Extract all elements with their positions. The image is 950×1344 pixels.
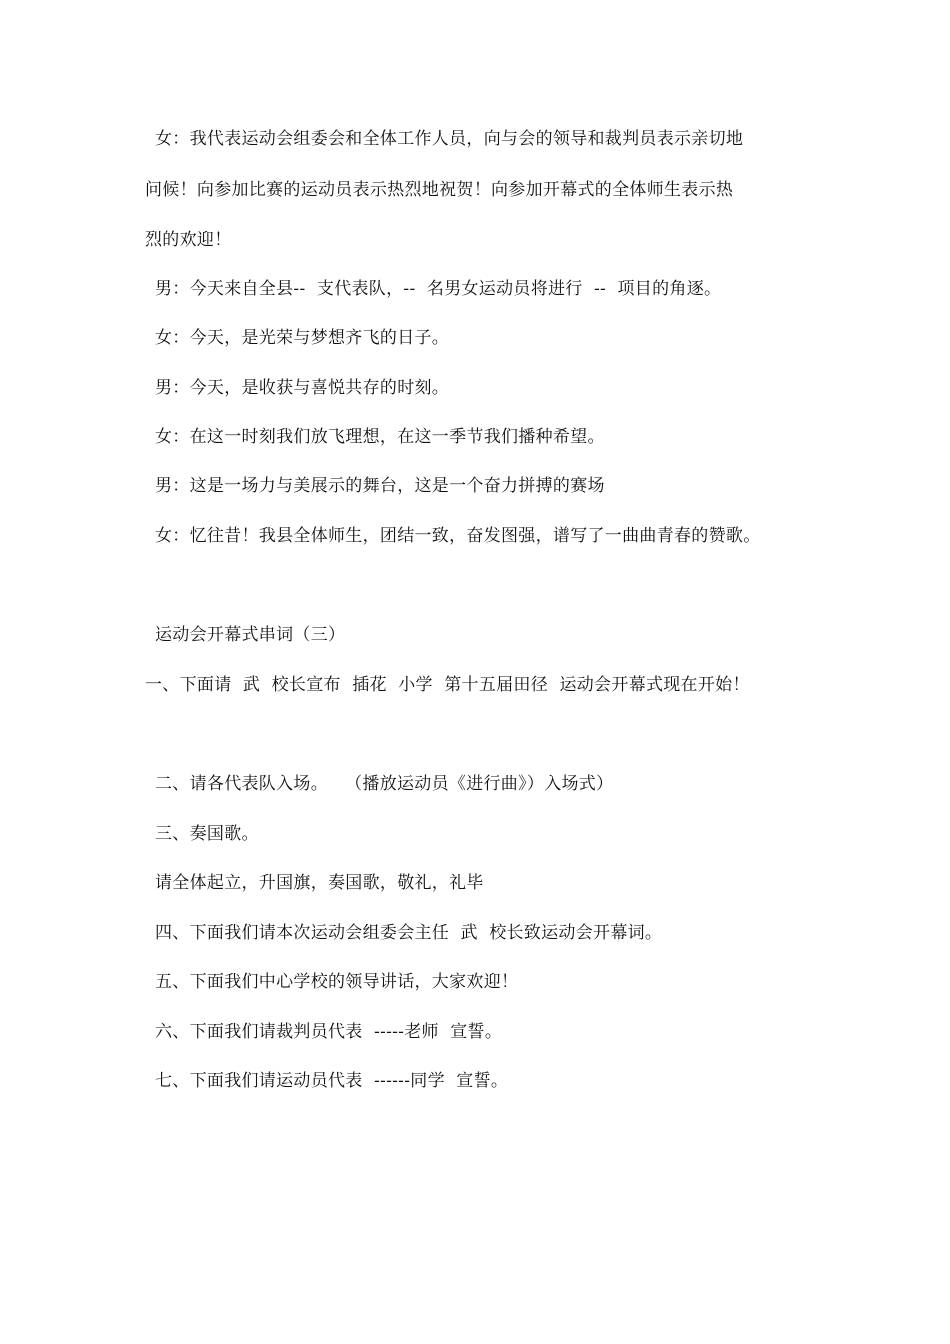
program-item: 一、下面请 武 校长宣布 插花 小学 第十五届田径 运动会开幕式现在开始！ <box>145 675 750 695</box>
program-item: 请全体起立，升国旗，奏国歌，敬礼，礼毕 <box>155 873 484 893</box>
dialogue-line: 女：我代表运动会组委会和全体工作人员，向与会的领导和裁判员表示亲切地 <box>155 129 744 149</box>
dialogue-line: 烈的欢迎！ <box>145 230 232 250</box>
dialogue-line: 女：在这一时刻我们放飞理想，在这一季节我们播种希望。 <box>155 427 605 447</box>
dialogue-line: 女：今天，是光荣与梦想齐飞的日子。 <box>155 328 450 348</box>
program-item: 六、下面我们请裁判员代表 -----老师 宣誓。 <box>155 1022 503 1042</box>
program-item: 五、下面我们中心学校的领导讲话，大家欢迎！ <box>155 972 519 992</box>
dialogue-line: 女：忆往昔！我县全体师生，团结一致，奋发图强，谱写了一曲曲青春的赞歌。 <box>155 526 761 546</box>
dialogue-line: 男：这是一场力与美展示的舞台，这是一个奋力拼搏的赛场 <box>155 476 605 496</box>
program-item: 二、请各代表队入场。 （播放运动员《进行曲》）入场式） <box>155 774 614 794</box>
section-title: 运动会开幕式串词（三） <box>155 625 346 645</box>
dialogue-line: 男：今天来自全县-- 支代表队，-- 名男女运动员将进行 -- 项目的角逐。 <box>155 279 722 299</box>
program-item: 三、奏国歌。 <box>155 824 259 844</box>
dialogue-line: 问候！向参加比赛的运动员表示热烈地祝贺！向参加开幕式的全体师生表示热 <box>145 180 734 200</box>
dialogue-line: 男：今天，是收获与喜悦共存的时刻。 <box>155 378 450 398</box>
program-item: 四、下面我们请本次运动会组委会主任 武 校长致运动会开幕词。 <box>155 923 663 943</box>
program-item: 七、下面我们请运动员代表 ------同学 宣誓。 <box>155 1071 509 1091</box>
